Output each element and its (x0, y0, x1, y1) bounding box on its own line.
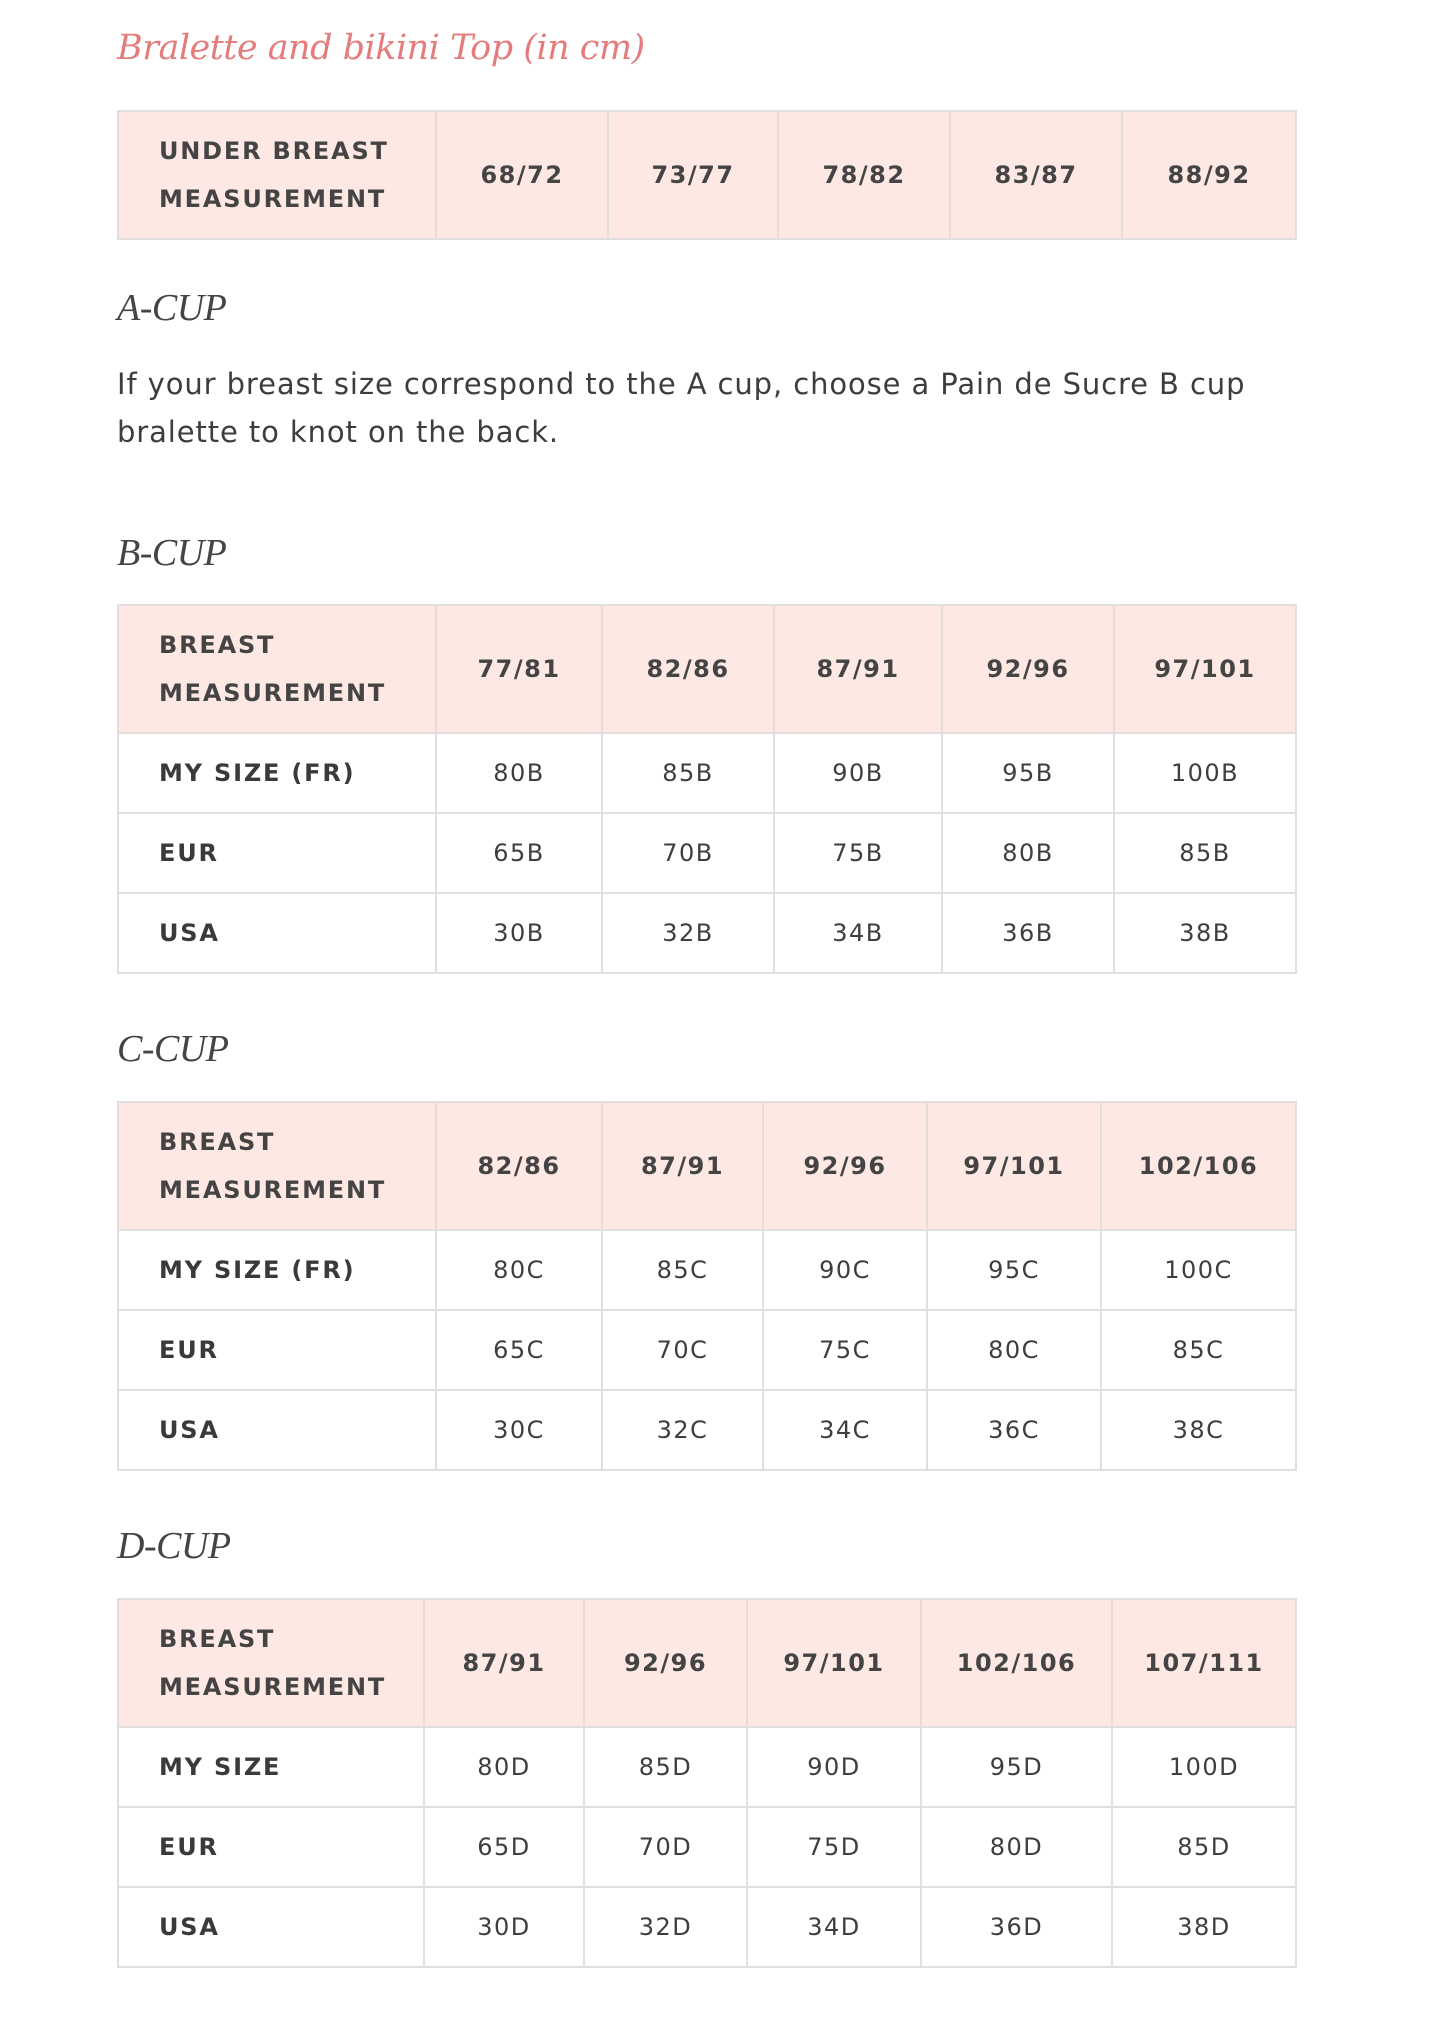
table-cell: 75C (763, 1310, 927, 1390)
header-cell: 83/87 (950, 111, 1122, 239)
table-cell: 80C (436, 1230, 602, 1310)
row-label: USA (118, 1887, 424, 1967)
table-cell: 30B (436, 893, 602, 973)
header-cell: 73/77 (608, 111, 778, 239)
header-label: BREAST MEASUREMENT (118, 605, 436, 733)
table-cell: 34B (774, 893, 942, 973)
header-cell: 87/91 (602, 1102, 763, 1230)
header-cell: 68/72 (436, 111, 608, 239)
header-cell: 92/96 (942, 605, 1114, 733)
table-row (118, 813, 1296, 893)
row-label: USA (118, 893, 436, 973)
header-cell: 107/111 (1112, 1599, 1296, 1727)
table-cell: 80B (436, 733, 602, 813)
table-cell: 30D (424, 1887, 584, 1967)
table-cell: 80D (424, 1727, 584, 1807)
table-cell: 65D (424, 1807, 584, 1887)
header-cell: 92/96 (584, 1599, 747, 1727)
table-header-row (118, 605, 1296, 733)
table-row (118, 1390, 1296, 1470)
table-cell: 70B (602, 813, 774, 893)
header-label: BREAST MEASUREMENT (118, 1102, 436, 1230)
header-label: BREAST MEASUREMENT (118, 1599, 424, 1727)
table-cell: 85D (584, 1727, 747, 1807)
table-cell: 95D (921, 1727, 1112, 1807)
header-cell: 97/101 (927, 1102, 1101, 1230)
table-cell: 100D (1112, 1727, 1296, 1807)
table-cell: 75D (747, 1807, 921, 1887)
row-label: USA (118, 1390, 436, 1470)
table-cell: 32B (602, 893, 774, 973)
table-cell: 36C (927, 1390, 1101, 1470)
table-header-row (118, 111, 1296, 239)
table-cell: 85B (602, 733, 774, 813)
table-cell: 38C (1101, 1390, 1296, 1470)
table-row (118, 733, 1296, 813)
header-cell: 97/101 (747, 1599, 921, 1727)
header-cell: 102/106 (1101, 1102, 1296, 1230)
row-label: EUR (118, 1310, 436, 1390)
table-row (118, 1887, 1296, 1967)
header-cell: 77/81 (436, 605, 602, 733)
header-cell: 88/92 (1122, 111, 1296, 239)
table-header-row (118, 1102, 1296, 1230)
header-cell: 97/101 (1114, 605, 1296, 733)
table-cell: 34D (747, 1887, 921, 1967)
table-cell: 32D (584, 1887, 747, 1967)
table-cell: 85D (1112, 1807, 1296, 1887)
header-cell: 78/82 (778, 111, 950, 239)
table-cell: 85B (1114, 813, 1296, 893)
table-cell: 70C (602, 1310, 763, 1390)
table-cell: 70D (584, 1807, 747, 1887)
table-row (118, 1310, 1296, 1390)
row-label: EUR (118, 813, 436, 893)
b-cup-table (117, 604, 1297, 974)
section-title-b-cup: B-CUP (117, 532, 227, 574)
header-cell: 87/91 (774, 605, 942, 733)
table-row (118, 893, 1296, 973)
table-cell: 36D (921, 1887, 1112, 1967)
table-cell: 85C (602, 1230, 763, 1310)
table-cell: 38B (1114, 893, 1296, 973)
table-cell: 36B (942, 893, 1114, 973)
table-cell: 90B (774, 733, 942, 813)
table-cell: 95B (942, 733, 1114, 813)
section-title-a-cup: A-CUP (117, 287, 227, 329)
table-cell: 90D (747, 1727, 921, 1807)
section-title-d-cup: D-CUP (117, 1525, 231, 1567)
header-cell: 82/86 (602, 605, 774, 733)
table-row (118, 1230, 1296, 1310)
table-cell: 32C (602, 1390, 763, 1470)
table-cell: 80B (942, 813, 1114, 893)
table-cell: 90C (763, 1230, 927, 1310)
table-cell: 80C (927, 1310, 1101, 1390)
table-cell: 85C (1101, 1310, 1296, 1390)
table-cell: 95C (927, 1230, 1101, 1310)
row-label: MY SIZE (118, 1727, 424, 1807)
row-label: MY SIZE (FR) (118, 733, 436, 813)
row-label: MY SIZE (FR) (118, 1230, 436, 1310)
header-cell: 87/91 (424, 1599, 584, 1727)
table-cell: 30C (436, 1390, 602, 1470)
table-cell: 100C (1101, 1230, 1296, 1310)
table-cell: 75B (774, 813, 942, 893)
table-header-row (118, 1599, 1296, 1727)
section-title-c-cup: C-CUP (117, 1028, 229, 1070)
page-title: Bralette and bikini Top (in cm) (117, 28, 645, 68)
header-label: UNDER BREAST MEASUREMENT (118, 111, 436, 239)
table-cell: 65C (436, 1310, 602, 1390)
table-row (118, 1727, 1296, 1807)
table-cell: 38D (1112, 1887, 1296, 1967)
table-row (118, 1807, 1296, 1887)
table-cell: 65B (436, 813, 602, 893)
a-cup-note: If your breast size correspond to the A cup, choose a Pain de Sucre B cup bralette to knot on the back. (117, 367, 1246, 449)
row-label: EUR (118, 1807, 424, 1887)
header-cell: 102/106 (921, 1599, 1112, 1727)
table-cell: 80D (921, 1807, 1112, 1887)
table-cell: 100B (1114, 733, 1296, 813)
header-cell: 82/86 (436, 1102, 602, 1230)
c-cup-table (117, 1101, 1297, 1471)
header-cell: 92/96 (763, 1102, 927, 1230)
d-cup-table (117, 1598, 1297, 1968)
table-cell: 34C (763, 1390, 927, 1470)
under-breast-table (117, 110, 1297, 240)
